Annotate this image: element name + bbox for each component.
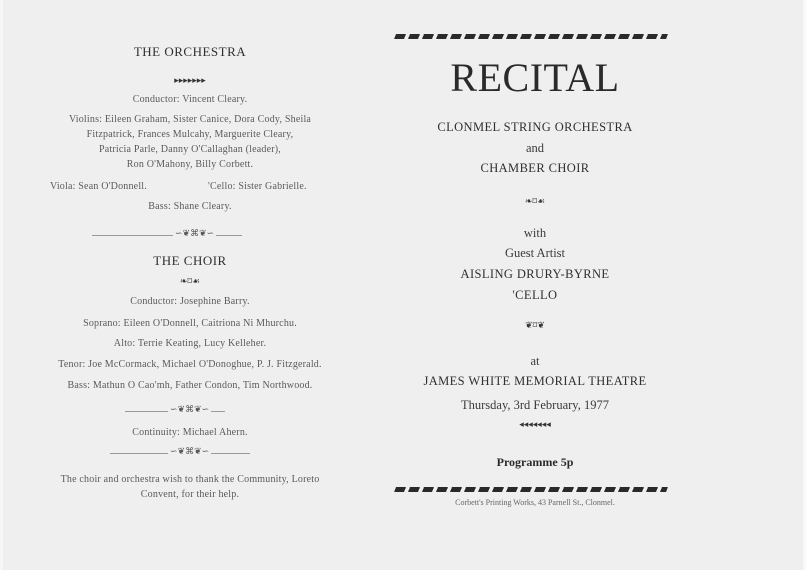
event-date: Thursday, 3rd February, 1977	[461, 398, 609, 412]
violins-line-4: Ron O'Mahony, Billy Corbett.	[126, 159, 254, 170]
printer-credit: Corbett's Printing Works, 43 Parnell St., Clonmel.	[455, 498, 615, 507]
choir-tenor: Tenor: Joe McCormack, Michael O'Donoghue, P. J. Fitzgerald.	[58, 359, 322, 370]
top-dashed-rule	[394, 34, 668, 39]
left-page	[30, 0, 350, 570]
choir-bass: Bass: Mathun O Cao'mh, Father Condon, Tim Northwood.	[67, 380, 313, 391]
at-label: at	[530, 354, 540, 368]
choir-heading: THE CHOIR	[153, 253, 227, 268]
bottom-dashed-rule	[394, 487, 668, 492]
orchestra-ornament-icon: ▸▸▸▸▸▸▸	[174, 75, 206, 85]
viola-line: Viola: Sean O'Donnell.	[50, 181, 147, 192]
divider-rule	[92, 235, 242, 236]
ornament-1-icon: ❧⌑☙	[524, 196, 546, 206]
orchestra-heading: THE ORCHESTRA	[133, 44, 247, 59]
venue-name: JAMES WHITE MEMORIAL THEATRE	[423, 374, 647, 388]
divider-ornament-3-icon: ∽❦⌘❦∽	[170, 446, 210, 456]
page-edge-left	[0, 0, 3, 570]
guest-artist-name: AISLING DRURY-BYRNE	[460, 267, 610, 281]
orchestra-conductor: Conductor: Vincent Cleary.	[132, 94, 248, 105]
violins-line-3: Patricia Parle, Danny O'Callaghan (leader),	[99, 144, 281, 155]
right-page	[390, 0, 680, 570]
continuity-line: Continuity: Michael Ahern.	[132, 427, 248, 438]
recital-title: RECITAL	[450, 55, 620, 100]
thanks-line-1: The choir and orchestra wish to thank the Community, Loreto	[60, 474, 320, 485]
performer-choir: CHAMBER CHOIR	[480, 161, 590, 175]
guest-artist-label: Guest Artist	[504, 246, 566, 260]
choir-soprano: Soprano: Eileen O'Donnell, Caitriona Ni Mhurchu.	[83, 318, 297, 329]
choir-alto: Alto: Terrie Keating, Lucy Kelleher.	[113, 338, 267, 349]
ornament-3-icon: ◂◂◂◂◂◂◂	[519, 419, 551, 429]
guest-artist-instrument: 'CELLO	[512, 288, 558, 302]
performer-orchestra: CLONMEL STRING ORCHESTRA	[437, 120, 633, 134]
cello-line: 'Cello: Sister Gabrielle.	[208, 181, 307, 192]
ornament-2-icon: ❦⌑❦	[525, 320, 545, 330]
choir-ornament-icon: ❧⌑☙	[179, 276, 201, 286]
thanks-line-2: Convent, for their help.	[140, 489, 240, 500]
violins-line-2: Fitzpatrick, Frances Mulcahy, Marguerite Cleary,	[86, 129, 294, 140]
violins-line-1: Violins: Eileen Graham, Sister Canice, Dora Cody, Sheila	[68, 114, 312, 125]
with-label: with	[523, 226, 547, 240]
conjunction-and: and	[525, 141, 545, 155]
divider-ornament-icon: ∽❦⌘❦∽	[175, 228, 215, 238]
choir-conductor: Conductor: Josephine Barry.	[130, 296, 250, 307]
programme-price: Programme 5p	[496, 455, 574, 469]
divider-ornament-2-icon: ∽❦⌘❦∽	[170, 404, 210, 414]
orchestra-bass: Bass: Shane Cleary.	[148, 201, 232, 212]
